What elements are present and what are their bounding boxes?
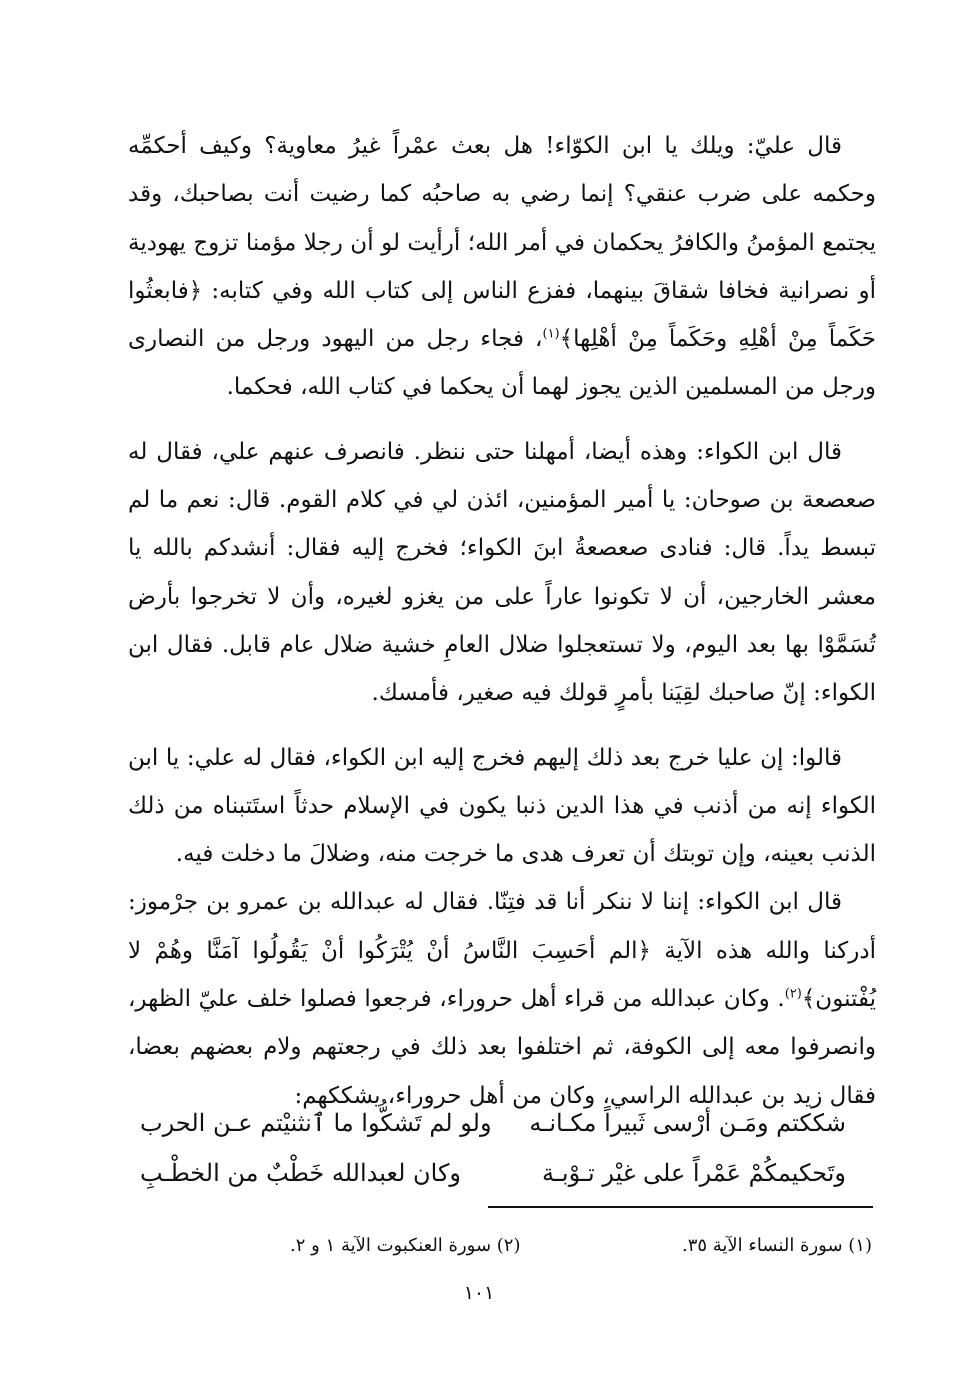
footnote-mark-2[interactable]: (٢): [784, 986, 802, 1002]
paragraph-3-text: قالوا: إن عليا خرج بعد ذلك إليهم فخرج إليه ابن الكواء، فقال له علي: يا ابن الكواء إنه من أذنب في هذا الدين ذنبا يكون في الإسلام حدثاً استَتبناه من ذلك الذنب بعينه، وإن توبتك أن تعرف هدى ما خرجت منه، وضلالَ ما دخلت فيه.: [128, 744, 876, 868]
footnote-divider: [488, 1206, 873, 1208]
paragraph-4-tail: . وكان عبدالله من قراء أهل حروراء، فرجعوا فصلوا خلف عليّ الظهر، وانصرفوا معه إلى الكوفة، ثم اختلفوا بعد ذلك في رجعتهم ولام بعضهم بعضا، فقال زيد بن عبدالله الراسي، وكان من أهل حروراء، يشككهم:: [128, 986, 876, 1109]
paragraph-1-tail: ، فجاء رجل من اليهود ورجل من النصارى ورجل من المسلمين الذين يجوز لهما أن يحكما في كتاب الله، فحكما.: [128, 326, 876, 401]
footnote-2: (٢) سورة العنكبوت الآية ١ و ٢.: [290, 1235, 521, 1256]
paragraph-1: [128, 122, 876, 412]
verse-line: [140, 1148, 846, 1198]
verse-2-second-hemistich: وكان لعبدالله خَطْبٌ من الخطْـبِ: [140, 1159, 461, 1187]
verse-1-second-hemistich: ولو لم تَشكُّوا ما ٱنثنيْتم عـن الحرب: [140, 1109, 492, 1137]
poem-verses: [140, 1098, 846, 1198]
verse-line: [140, 1098, 846, 1148]
paragraph-2: [128, 428, 876, 718]
footnote-mark-1[interactable]: (١): [542, 326, 560, 342]
paragraph-3: [128, 734, 876, 879]
footnotes: [290, 1232, 872, 1260]
paragraph-1-text: قال عليّ: ويلك يا ابن الكوّاء! هل بعث عمْراً غيرُ معاوية؟ وكيف أحكمِّه وحكمه على ضرب عنقي؟ إنما رضي به صاحبُه كما رضيت أنت بصاحبك، وقد يجتمع المؤمنُ والكافرُ يحكمان في أمر الله؛ أرأيت لو أن رجلا مؤمنا تزوج يهودية أو نصرانية فخافا شقاقَ بينهما، ففزع الناس إلى كتاب الله وفي كتابه: ﴿فابعثُوا حَكَماً مِنْ أهْلِهِ وحَكَماً مِنْ أهْلِها﴾: [128, 133, 877, 353]
verse-1-first-hemistich: شككتم ومَـن أرْسى ثَبيراً مكـانـه: [529, 1109, 846, 1137]
verse-2-first-hemistich: وتَحكيمكُمْ عَمْراً على غيْر تـوْبـة: [542, 1159, 846, 1187]
paragraph-4: [128, 878, 876, 1119]
paragraph-2-text: قال ابن الكواء: وهذه أيضا، أمهلنا حتى ننظر. فانصرف عنهم علي، فقال له صعصعة بن صوحان: يا أمير المؤمنين، ائذن لي في كلام القوم. قال: نعم ما لم تبسط يداً. قال: فنادى صعصعةُ ابنَ الكواء؛ فخرج إليه فقال: أنشدكم بالله يا معشر الخارجين، أن لا تكونوا عاراً على من يغزو لغيره، وأن لا تخرجوا بأرض تُسَمَّوْا بها بعد اليوم، ولا تستعجلوا ضلال العامِ خشية ضلال عام قابل. فقال ابن الكواء: إنّ صاحبك لقِيَنا بأمرٍ قولك فيه صغير، فأمسك.: [128, 438, 876, 707]
paragraph-4-text: قال ابن الكواء: إننا لا ننكر أنا قد فتِنّا. فقال له عبدالله بن عمرو بن جرْموز: أدركنا والله هذه الآية ﴿الم أحَسِبَ النَّاسُ أنْ يُتْرَكُوا أنْ يَقُولُوا آمَنَّا وهُمْ لا يُفْتنون﴾: [128, 889, 876, 1013]
page-number: ١٠١: [463, 1282, 495, 1304]
main-text: [128, 122, 876, 1120]
footnote-1: (١) سورة النساء الآية ٣٥.: [681, 1235, 872, 1256]
